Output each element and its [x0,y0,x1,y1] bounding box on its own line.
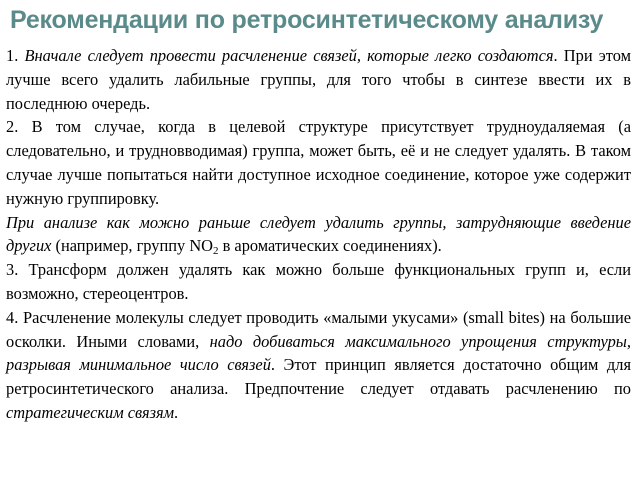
paragraph-5 [6,306,631,425]
paragraph-3-subscript: 2 [213,245,219,258]
slide-title: Рекомендации по ретросинтетическому анализу [10,6,604,34]
paragraph-5-text-a: 4. Расчленение молекулы следует проводить «малыми укусами» (small bites) на большие осколки. Иными словами, [6,307,631,351]
slide-body [6,44,631,425]
paragraph-2-text: 2. В том случае, когда в целевой структуре присутствует трудноудаляемая (а следовательно, и трудновводимая) группа, может быть, её и не следует удалять. В таком случае лучше попытаться найти доступное исходное соединение, которое уже содержит нужную группировку. [6,117,631,208]
paragraph-4-text: 3. Трансформ должен удалять как можно больше функциональных групп и, если возможно, стереоцентров. [6,260,631,303]
paragraph-5-text-c: . [174,402,179,422]
paragraph-1 [6,44,631,115]
paragraph-4 [6,258,631,306]
paragraph-3 [6,211,631,259]
paragraph-5-italic-2: стратегическим связям [6,402,175,422]
paragraph-1-italic: Вначале следует провести расчленение связей, которые легко создаются [24,46,554,65]
paragraph-5-text-b: . Этот принцип является достаточно общим для ретросинтетического анализа. Предпочтение следует отдавать расчленению по [6,355,631,399]
paragraph-3-rest-b: в ароматических соединениях). [218,236,442,256]
paragraph-3-rest-a: (например, группу NO [51,236,213,256]
paragraph-5-italic: надо добиваться максимального упрощения структуры, разрывая минимальное число связей [6,331,631,375]
paragraph-1-number: 1. [6,46,25,65]
paragraph-1-rest: . При этом лучше всего удалить лабильные группы, для того чтобы в синтезе ввести их в последнюю очередь. [6,46,632,113]
paragraph-2 [6,115,631,210]
paragraph-3-italic: При анализе как можно раньше следует удалить группы, затрудняющие введение других [6,212,631,256]
